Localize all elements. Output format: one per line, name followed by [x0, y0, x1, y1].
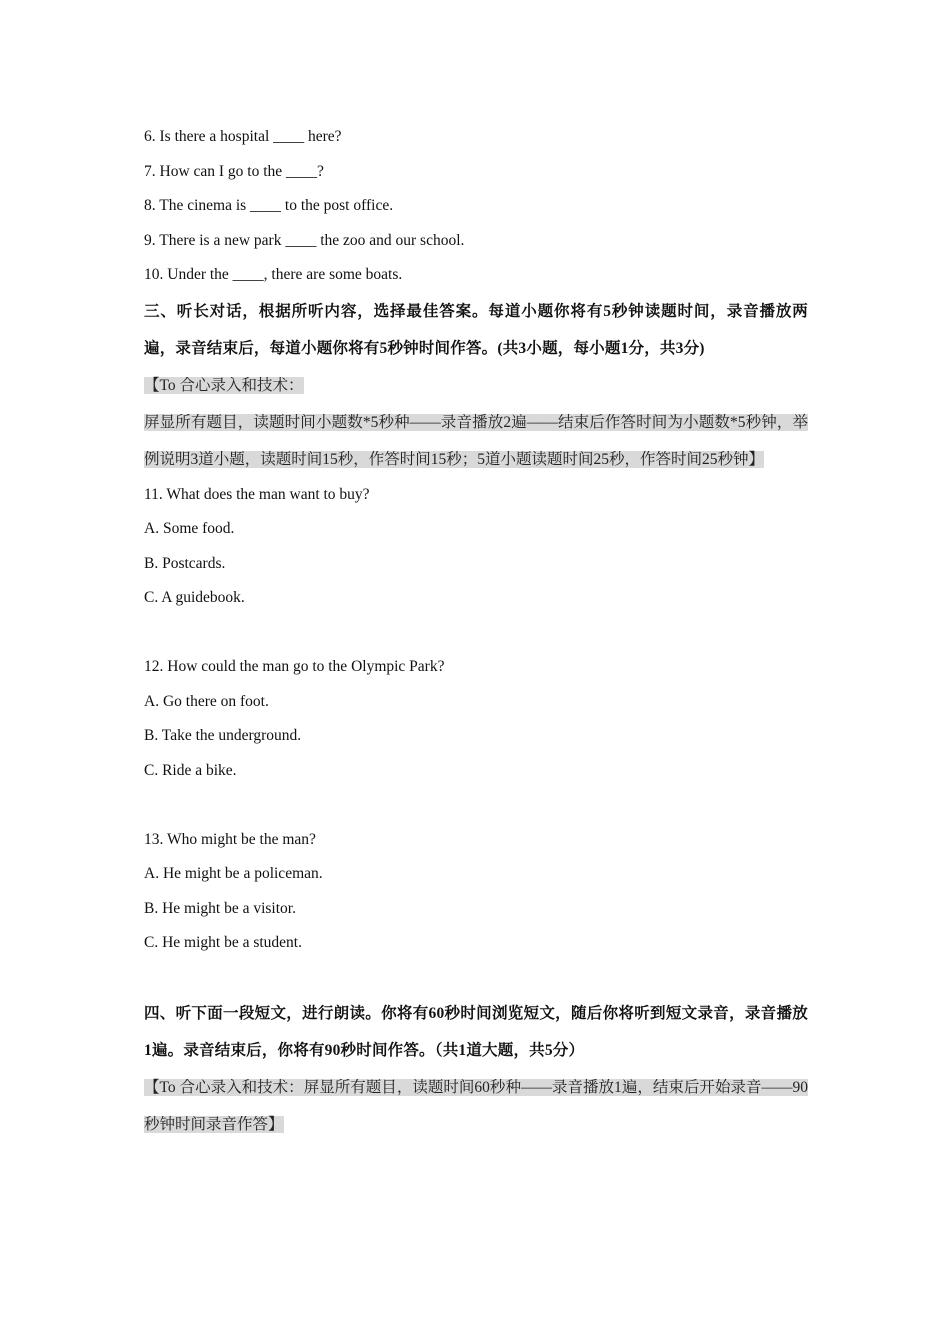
spacer: [144, 961, 808, 996]
spacer: [144, 616, 808, 651]
question-12-stem: 12. How could the man go to the Olympic Park?: [144, 658, 445, 675]
section-3-note-body: [144, 404, 808, 478]
section-3-note-body-text: 屏显所有题目，读题时间小题数*5秒种——录音播放2遍——结束后作答时间为小题数*5秒钟，举例说明3道小题，读题时间15秒，作答时间15秒；5道小题读题时间25秒，作答时间25秒钟】: [144, 413, 808, 468]
question-12-option-c: C. Ride a bike.: [144, 761, 237, 779]
question-11-option-a: A. Some food.: [144, 520, 235, 537]
section-4-heading: 四、听下面一段短文，进行朗读。你将有60秒时间浏览短文，随后你将听到短文录音，录音播放1遍。录音结束后，你将有90秒时间作答。（共1道大题，共5分）: [144, 1005, 808, 1059]
question-13-option-a: A. He might be a policeman.: [144, 865, 323, 882]
fill-item-7: 7. How can I go to the ____?: [144, 162, 324, 180]
question-11-option-b: B. Postcards.: [144, 554, 226, 572]
question-12-option-b: B. Take the underground.: [144, 727, 302, 744]
fill-item-9: 9. There is a new park ____ the zoo and our school.: [144, 231, 465, 249]
spacer: [144, 788, 808, 823]
section-3-note-title: [144, 367, 808, 404]
fill-item-10: 10. Under the ____, there are some boats.: [144, 266, 403, 283]
section-3-note-title-text: 【To 合心录入和技术：: [144, 376, 304, 394]
question-11-stem: 11. What does the man want to buy?: [144, 485, 370, 503]
question-13-option-c: C. He might be a student.: [144, 934, 302, 951]
fill-item-6: 6. Is there a hospital ____ here?: [144, 128, 342, 145]
fill-item-8: 8. The cinema is ____ to the post office.: [144, 197, 394, 214]
section-4-note: [144, 1069, 808, 1143]
question-11-option-c: C. A guidebook.: [144, 589, 245, 606]
question-13-option-b: B. He might be a visitor.: [144, 899, 296, 917]
document-page: [144, 120, 808, 1143]
section-4-note-text: 【To 合心录入和技术：屏显所有题目，读题时间60秒种——录音播放1遍，结束后开始录音——90秒钟时间录音作答】: [144, 1079, 808, 1133]
question-13-stem: 13. Who might be the man?: [144, 830, 316, 848]
question-12-option-a: A. Go there on foot.: [144, 692, 269, 710]
section-3-heading: 三、听长对话，根据所听内容，选择最佳答案。每道小题你将有5秒钟读题时间，录音播放两遍，录音结束后，每道小题你将有5秒钟时间作答。(共3小题，每小题1分，共3分): [144, 302, 808, 357]
